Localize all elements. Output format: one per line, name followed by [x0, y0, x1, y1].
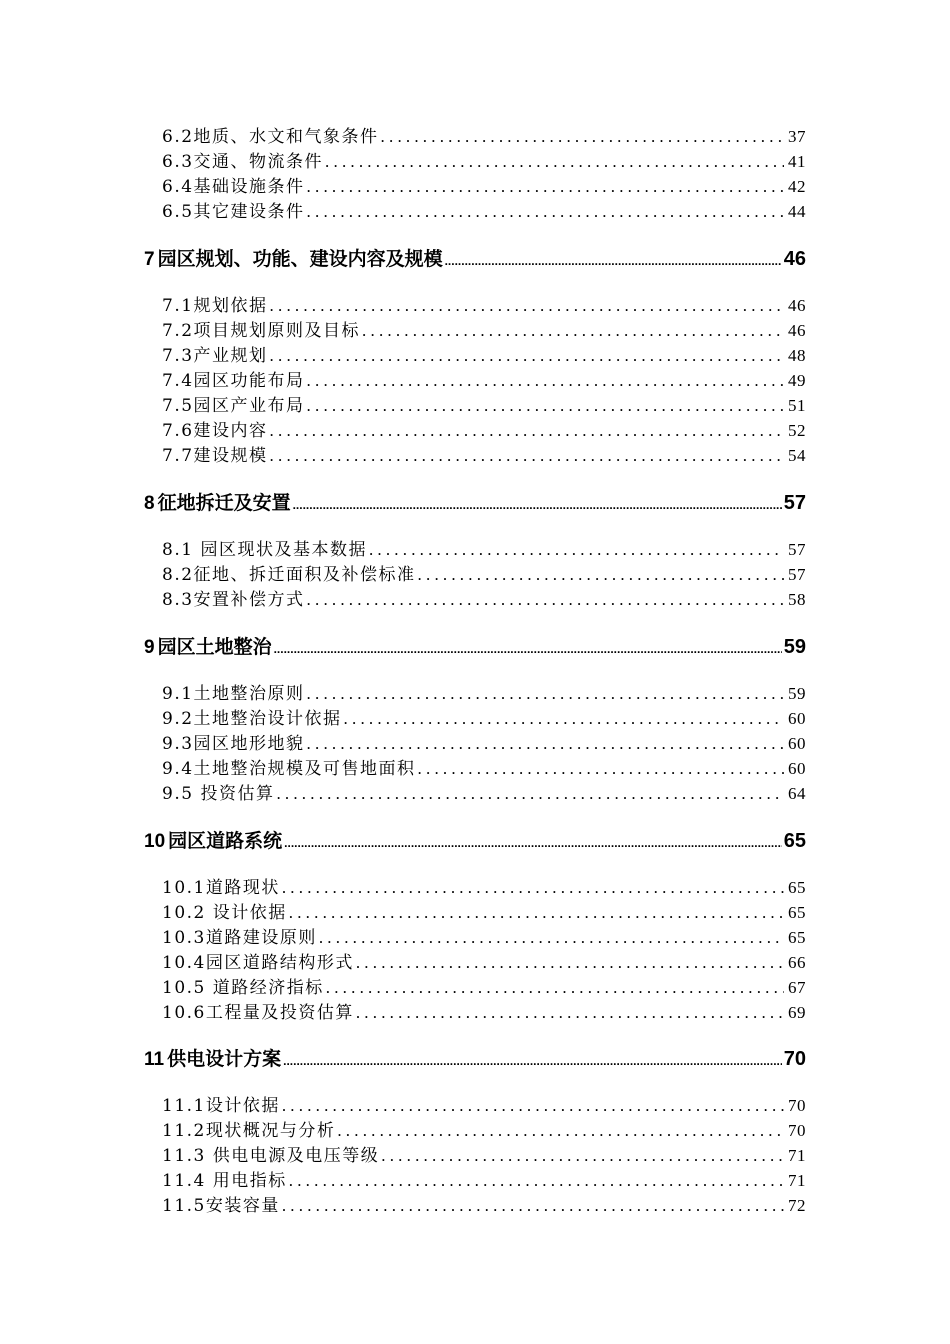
toc-entry-page: 71 — [788, 1146, 806, 1165]
dot-leader — [276, 784, 784, 804]
toc-entry-label: 10.3道路建设原则 — [162, 928, 317, 948]
dot-leader — [307, 684, 784, 704]
toc-entry-label: 11.3 供电电源及电压等级 — [162, 1146, 380, 1166]
toc-entry-page: 49 — [788, 371, 806, 390]
toc-chapter-number: 7 — [144, 249, 155, 270]
dot-leader — [307, 202, 784, 222]
dot-leader — [270, 421, 784, 441]
dot-leader — [274, 642, 782, 656]
toc-chapter-title: 园区土地整治 — [157, 636, 272, 658]
toc-entry[interactable] — [162, 147, 806, 171]
toc-entry-page: 48 — [788, 346, 806, 365]
toc-entry-page: 57 — [788, 565, 806, 584]
dot-leader — [356, 1003, 784, 1023]
toc-chapter-page: 70 — [783, 1048, 806, 1070]
dot-leader — [270, 346, 784, 366]
dot-leader — [307, 734, 784, 754]
toc-chapter-number: 9 — [144, 637, 155, 658]
dot-leader — [319, 928, 784, 948]
toc-entry[interactable] — [162, 998, 806, 1022]
toc-chapter-page: 59 — [783, 636, 806, 658]
toc-entry-label: 10.5 道路经济指标 — [162, 978, 324, 998]
toc-entry-page: 59 — [788, 684, 806, 703]
dot-leader — [289, 1171, 784, 1191]
dot-leader — [284, 836, 782, 850]
toc-entry[interactable] — [162, 754, 806, 778]
toc-entry[interactable] — [162, 441, 806, 465]
dot-leader — [307, 590, 784, 610]
dot-leader — [282, 878, 784, 898]
toc-entry[interactable] — [162, 560, 806, 584]
toc-entry-page: 65 — [788, 878, 806, 897]
toc-entry-label: 9.1土地整治原则 — [162, 684, 305, 704]
toc-entry-label: 6.3交通、物流条件 — [162, 152, 324, 172]
toc-entry[interactable] — [162, 416, 806, 440]
dot-leader — [418, 565, 784, 585]
toc-entry[interactable] — [162, 197, 806, 221]
toc-entry-page: 66 — [788, 953, 806, 972]
toc-entry-page: 64 — [788, 784, 806, 803]
toc-entry-label: 7.5园区产业布局 — [162, 396, 305, 416]
toc-entry[interactable] — [162, 316, 806, 340]
dot-leader — [362, 321, 784, 341]
dot-leader — [289, 903, 784, 923]
toc-entry-page: 67 — [788, 978, 806, 997]
toc-chapter[interactable] — [144, 1044, 806, 1072]
toc-entry-label: 7.3产业规划 — [162, 346, 268, 366]
toc-entry-page: 46 — [788, 321, 806, 340]
toc-entry-label: 7.2项目规划原则及目标 — [162, 321, 361, 341]
toc-entry-page: 60 — [788, 709, 806, 728]
toc-entry[interactable] — [162, 779, 806, 803]
toc-entry-label: 10.1道路现状 — [162, 878, 280, 898]
toc-entry-label: 9.2土地整治设计依据 — [162, 709, 342, 729]
toc-entry-page: 41 — [788, 152, 806, 171]
toc-entry[interactable] — [162, 1141, 806, 1165]
toc-entry[interactable] — [162, 122, 806, 146]
dot-leader — [326, 978, 784, 998]
toc-chapter[interactable] — [144, 826, 806, 854]
toc-entry[interactable] — [162, 1166, 806, 1190]
toc-entry-label: 9.3园区地形地貌 — [162, 734, 305, 754]
toc-entry-page: 69 — [788, 1003, 806, 1022]
dot-leader — [344, 709, 784, 729]
toc-entry[interactable] — [162, 973, 806, 997]
dot-leader — [381, 127, 784, 147]
toc-entry[interactable] — [162, 585, 806, 609]
toc-entry-label: 11.5安装容量 — [162, 1196, 280, 1216]
toc-entry-label: 8.1 园区现状及基本数据 — [162, 540, 367, 560]
toc-entry-label: 7.6建设内容 — [162, 421, 268, 441]
toc-chapter-page: 57 — [783, 492, 806, 514]
toc-entry[interactable] — [162, 1191, 806, 1215]
toc-entry-page: 52 — [788, 421, 806, 440]
toc-chapter-title: 园区道路系统 — [168, 830, 283, 852]
toc-chapter-number: 10 — [144, 831, 166, 852]
toc-entry-page: 42 — [788, 177, 806, 196]
toc-chapter-title: 园区规划、功能、建设内容及规模 — [157, 248, 443, 270]
toc-entry[interactable] — [162, 1116, 806, 1140]
toc-chapter[interactable] — [144, 244, 806, 272]
toc-entry-label: 10.4园区道路结构形式 — [162, 953, 354, 973]
toc-chapter[interactable] — [144, 488, 806, 516]
toc-entry-label: 7.1规划依据 — [162, 296, 268, 316]
toc-entry-page: 60 — [788, 734, 806, 753]
dot-leader — [307, 371, 784, 391]
toc-chapter-number: 8 — [144, 493, 155, 514]
toc-chapter-number: 11 — [144, 1049, 165, 1070]
dot-leader — [293, 498, 782, 512]
toc-entry[interactable] — [162, 948, 806, 972]
toc-entry[interactable] — [162, 704, 806, 728]
toc-entry-page: 72 — [788, 1196, 806, 1215]
toc-entry-page: 71 — [788, 1171, 806, 1190]
dot-leader — [381, 1146, 784, 1166]
toc-entry-page: 70 — [788, 1121, 806, 1140]
dot-leader — [307, 177, 784, 197]
toc-entry-label: 8.3安置补偿方式 — [162, 590, 305, 610]
toc-chapter-title: 供电设计方案 — [167, 1048, 282, 1070]
toc-chapter[interactable] — [144, 632, 806, 660]
toc-entry-page: 46 — [788, 296, 806, 315]
dot-leader — [270, 446, 784, 466]
toc-entry-page: 51 — [788, 396, 806, 415]
toc-entry-page: 60 — [788, 759, 806, 778]
toc-entry-page: 65 — [788, 903, 806, 922]
toc-entry[interactable] — [162, 172, 806, 196]
toc-entry-label: 7.4园区功能布局 — [162, 371, 305, 391]
toc-entry[interactable] — [162, 679, 806, 703]
toc-entry[interactable] — [162, 391, 806, 415]
toc-entry[interactable] — [162, 341, 806, 365]
dot-leader — [325, 152, 784, 172]
toc-entry-label: 8.2征地、拆迁面积及补偿标准 — [162, 565, 416, 585]
dot-leader — [283, 1054, 782, 1068]
toc-entry-page: 70 — [788, 1096, 806, 1115]
dot-leader — [418, 759, 784, 779]
toc-entry-label: 7.7建设规模 — [162, 446, 268, 466]
toc-entry[interactable] — [162, 291, 806, 315]
toc-entry-page: 57 — [788, 540, 806, 559]
toc-chapter-page: 46 — [783, 248, 806, 270]
dot-leader — [282, 1096, 784, 1116]
toc-entry-page: 44 — [788, 202, 806, 221]
dot-leader — [307, 396, 784, 416]
toc-entry-label: 6.2地质、水文和气象条件 — [162, 127, 379, 147]
toc-entry-label: 9.4土地整治规模及可售地面积 — [162, 759, 416, 779]
toc-entry-label: 11.4 用电指标 — [162, 1171, 287, 1191]
toc-entry-page: 37 — [788, 127, 806, 146]
toc-entry[interactable] — [162, 366, 806, 390]
toc-entry[interactable] — [162, 873, 806, 897]
toc-entry-label: 10.6工程量及投资估算 — [162, 1003, 354, 1023]
toc-entry-label: 10.2 设计依据 — [162, 903, 287, 923]
toc-entry-label: 9.5 投资估算 — [162, 784, 275, 804]
toc-chapter-title: 征地拆迁及安置 — [157, 492, 291, 514]
toc-entry[interactable] — [162, 1091, 806, 1115]
toc-chapter-page: 65 — [783, 830, 806, 852]
dot-leader — [369, 540, 784, 560]
dot-leader — [270, 296, 784, 316]
dot-leader — [445, 254, 782, 268]
dot-leader — [356, 953, 784, 973]
toc-entry-page: 54 — [788, 446, 806, 465]
toc-entry-page: 58 — [788, 590, 806, 609]
toc-entry-page: 65 — [788, 928, 806, 947]
toc-entry-label: 11.1设计依据 — [162, 1096, 280, 1116]
dot-leader — [282, 1196, 784, 1216]
toc-entry[interactable] — [162, 898, 806, 922]
toc-entry[interactable] — [162, 923, 806, 947]
toc-entry[interactable] — [162, 729, 806, 753]
toc-entry[interactable] — [162, 535, 806, 559]
toc-entry-label: 6.5其它建设条件 — [162, 202, 305, 222]
dot-leader — [337, 1121, 784, 1141]
toc-entry-label: 6.4基础设施条件 — [162, 177, 305, 197]
toc-entry-label: 11.2现状概况与分析 — [162, 1121, 336, 1141]
